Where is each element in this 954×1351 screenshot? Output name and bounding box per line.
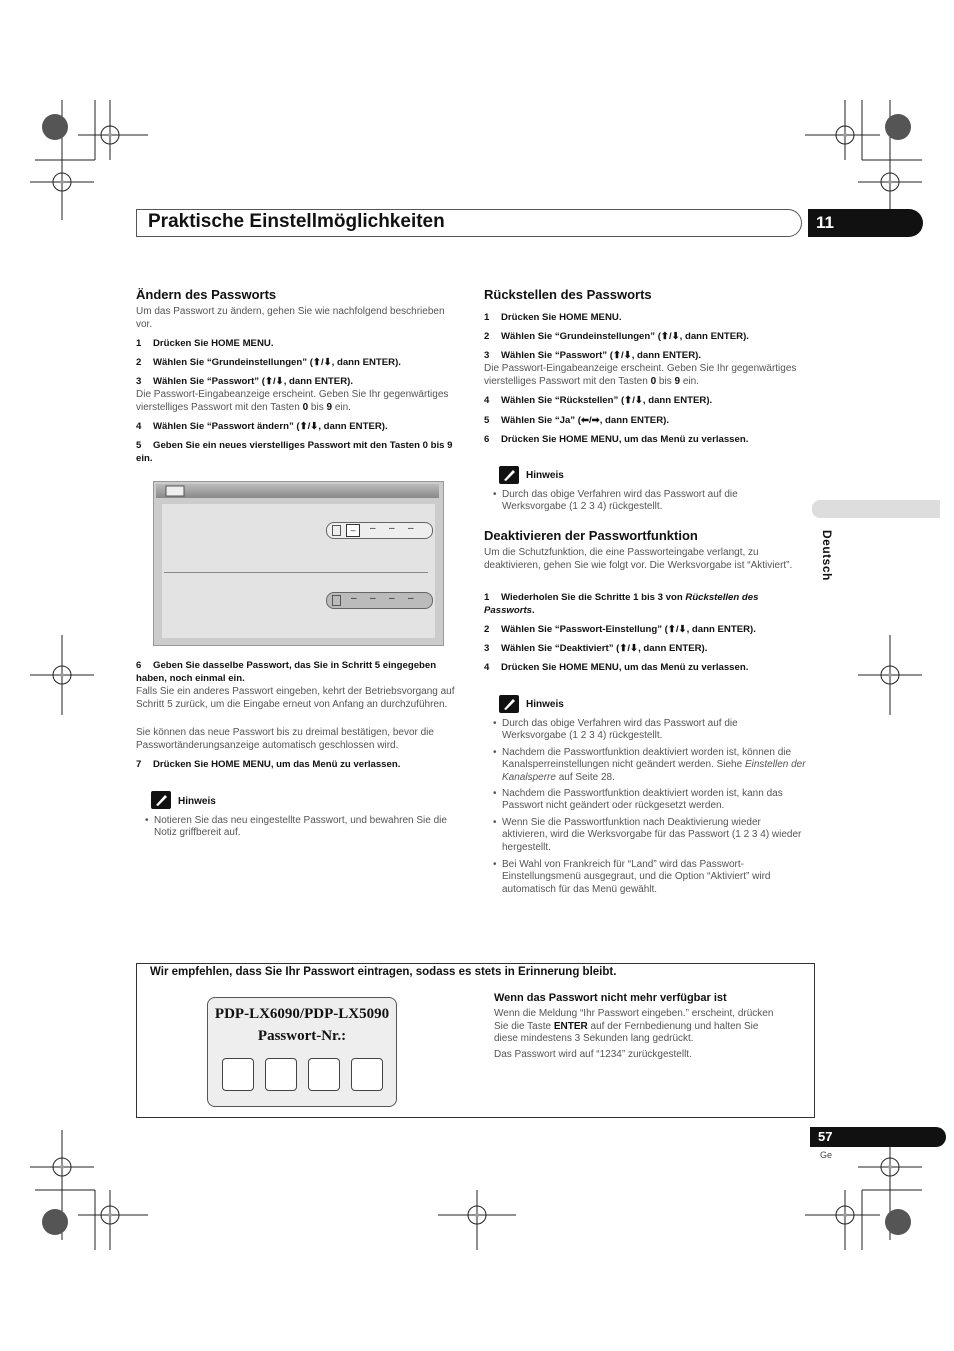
reset-step-2: 2 Wählen Sie “Grundeinstellungen” (⬆/⬇, dann ENTER). bbox=[484, 331, 749, 342]
digit-slot: – bbox=[389, 523, 395, 534]
note-label: Hinweis bbox=[526, 470, 564, 481]
note-label: Hinweis bbox=[526, 699, 564, 710]
step-6-description-2: Sie können das neue Passwort bis zu dreimal bestätigen, bevor die Passwortänderungsanzeige automatisch geschlossen wird. bbox=[136, 727, 434, 751]
step-4: 4 Wählen Sie “Passwort ändern” (⬆/⬇, dann ENTER). bbox=[136, 421, 388, 432]
section-title-change-password: Ändern des Passworts bbox=[136, 287, 277, 302]
note-pencil-icon bbox=[499, 466, 519, 484]
reset-text: Das Passwort wird auf “1234” zurückgestellt. bbox=[494, 1049, 692, 1060]
password-input-field-1 bbox=[326, 522, 433, 539]
forgot-password-text: Wenn die Meldung “Ihr Passwort eingeben.” erscheint, drücken Sie die Taste ENTER auf der Fernbedienung und halten Sie diese mindestens 3 Sekunden lang gedrückt. bbox=[494, 1008, 774, 1045]
password-memo-card bbox=[207, 997, 397, 1107]
digit-slot: – bbox=[408, 523, 414, 534]
card-model: PDP-LX6090/PDP-LX5090 bbox=[214, 1006, 390, 1022]
digit-slot-active: – bbox=[346, 524, 360, 537]
note-bullet: • Durch das obige Verfahren wird das Passwort auf die Werksvorgabe (1 2 3 4) rückgestellt. bbox=[502, 718, 802, 743]
note-bullet: • Durch das obige Verfahren wird das Passwort auf die Werksvorgabe (1 2 3 4) rückgestellt. bbox=[502, 489, 802, 514]
digit-slot: – bbox=[408, 593, 414, 604]
password-digit-box bbox=[351, 1058, 383, 1091]
step-6-description-1: Falls Sie ein anderes Passwort eingeben, kehrt der Betriebsvorgang auf Schritt 5 zurück, um die Eingabe erneut von Anfang an durchzuführen. bbox=[136, 686, 455, 710]
reset-step-5: 5 Wählen Sie “Ja” (⬅/➡, dann ENTER). bbox=[484, 415, 669, 426]
lock-icon bbox=[332, 525, 341, 536]
section-title-disable-password: Deaktivieren der Passwortfunktion bbox=[484, 528, 698, 543]
chapter-number-badge bbox=[808, 209, 923, 237]
step-6: 6 Geben Sie dasselbe Passwort, das Sie in Schritt 5 eingegeben haben, noch einmal ein. bbox=[136, 660, 437, 684]
disable-step-2: 2 Wählen Sie “Passwort-Einstellung” (⬆/⬇, dann ENTER). bbox=[484, 624, 756, 635]
forgot-password-title: Wenn das Passwort nicht mehr verfügbar ist bbox=[494, 992, 727, 1004]
step-1: 1 Drücken Sie HOME MENU. bbox=[136, 338, 274, 349]
reset-step-6: 6 Drücken Sie HOME MENU, um das Menü zu verlassen. bbox=[484, 434, 749, 445]
language-code: Ge bbox=[820, 1150, 833, 1160]
reset-step-3: 3 Wählen Sie “Passwort” (⬆/⬇, dann ENTER). bbox=[484, 350, 701, 361]
language-label: Deutsch bbox=[820, 530, 834, 581]
note-bullet: • Nachdem die Passwortfunktion deaktiviert worden ist, können die Kanalsperreinstellungen nicht geändert werden. Siehe Einstellen der Kanalsperre auf Seite 28. bbox=[502, 747, 807, 784]
section-title-reset-password: Rückstellen des Passworts bbox=[484, 287, 652, 302]
intro-text: Um das Passwort zu ändern, gehen Sie wie nachfolgend beschrieben vor. bbox=[136, 306, 445, 330]
note-pencil-icon bbox=[499, 695, 519, 713]
step-5: 5 Geben Sie ein neues vierstelliges Passwort mit den Tasten 0 bis 9 ein. bbox=[136, 440, 453, 464]
step-7: 7 Drücken Sie HOME MENU, um das Menü zu verlassen. bbox=[136, 759, 401, 770]
reset-step-4: 4 Wählen Sie “Rückstellen” (⬆/⬇, dann ENTER). bbox=[484, 395, 713, 406]
note-bullet: • Bei Wahl von Frankreich für “Land” wird das Passwort-Einstellungsmenü ausgegraut, und die Option “Aktiviert” wird automatisch für das Menü gewählt. bbox=[502, 859, 807, 896]
card-label: Passwort-Nr.: bbox=[257, 1028, 347, 1044]
lock-icon bbox=[332, 595, 341, 606]
disable-intro: Um die Schutzfunktion, die eine Passworteingabe verlangt, zu deaktivieren, gehen Sie wie folgt vor. Die Werksvorgabe ist “Aktiviert”. bbox=[484, 547, 793, 571]
divider bbox=[164, 572, 428, 573]
step-3: 3 Wählen Sie “Passwort” (⬆/⬇, dann ENTER). bbox=[136, 376, 353, 387]
password-digit-box bbox=[265, 1058, 297, 1091]
settings-menu-icon bbox=[164, 484, 188, 498]
password-digit-box bbox=[308, 1058, 340, 1091]
password-input-field-2 bbox=[326, 592, 433, 609]
reset-step-1: 1 Drücken Sie HOME MENU. bbox=[484, 312, 622, 323]
digit-slot: – bbox=[389, 593, 395, 604]
step-2: 2 Wählen Sie “Grundeinstellungen” (⬆/⬇, dann ENTER). bbox=[136, 357, 401, 368]
note-bullet: • Notieren Sie das neu eingestellte Passwort, und bewahren Sie die Notiz griffbereit auf. bbox=[154, 815, 459, 840]
screen-title-bar bbox=[156, 484, 439, 498]
digit-slot: – bbox=[351, 593, 357, 604]
chapter-number: 11 bbox=[816, 213, 834, 232]
note-pencil-icon bbox=[151, 791, 171, 809]
step-3-description: Die Passwort-Eingabeanzeige erscheint. Geben Sie Ihr gegenwärtiges vierstelliges Passwort mit den Tasten 0 bis 9 ein. bbox=[136, 389, 449, 413]
disable-step-3: 3 Wählen Sie “Deaktiviert” (⬆/⬇, dann ENTER). bbox=[484, 643, 708, 654]
digit-slot: – bbox=[370, 593, 376, 604]
language-tab bbox=[812, 500, 940, 518]
page-number-badge bbox=[810, 1127, 946, 1147]
password-screen-illustration bbox=[153, 481, 444, 646]
disable-step-4: 4 Drücken Sie HOME MENU, um das Menü zu verlassen. bbox=[484, 662, 749, 673]
note-bullet: • Nachdem die Passwortfunktion deaktiviert worden ist, kann das Passwort nicht geändert oder rückgesetzt werden. bbox=[502, 788, 810, 813]
digit-slot: – bbox=[370, 523, 376, 534]
disable-step-1: 1 Wiederholen Sie die Schritte 1 bis 3 von Rückstellen des Passworts. bbox=[484, 592, 759, 616]
memo-headline: Wir empfehlen, dass Sie Ihr Passwort eintragen, sodass es stets in Erinnerung bleibt. bbox=[150, 966, 617, 978]
page-number: 57 bbox=[818, 1129, 833, 1144]
page-title: Praktische Einstellmöglichkeiten bbox=[148, 211, 445, 232]
reset-step-3-description: Die Passwort-Eingabeanzeige erscheint. Geben Sie Ihr gegenwärtiges vierstelliges Passwort mit den Tasten 0 bis 9 ein. bbox=[484, 363, 797, 387]
note-label: Hinweis bbox=[178, 796, 216, 807]
screen-body bbox=[162, 504, 435, 638]
password-digit-box bbox=[222, 1058, 254, 1091]
note-bullet: • Wenn Sie die Passwortfunktion nach Deaktivierung wieder aktivieren, wird die Werksvorgabe für das Passwort (1 2 3 4) wieder hergestellt. bbox=[502, 817, 802, 854]
